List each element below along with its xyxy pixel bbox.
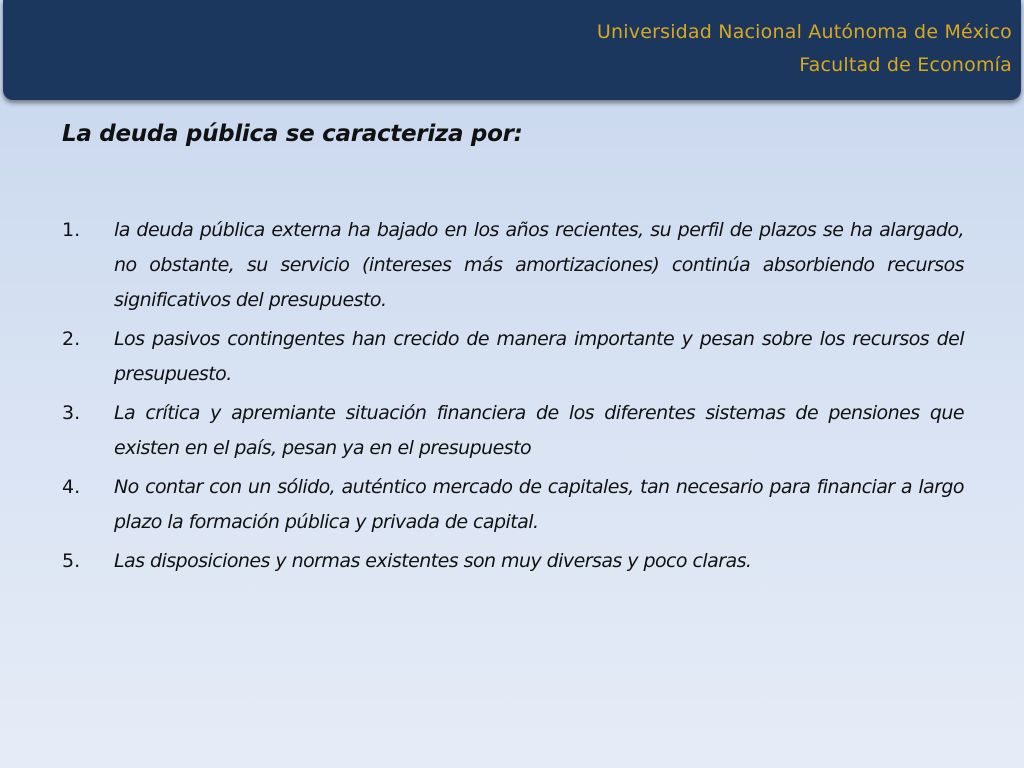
- list-item-text: La crítica y apremiante situación financiera de los diferentes sistemas de pensiones que existen en el país, pesan ya en el presupuesto: [114, 402, 964, 459]
- list-item-number: 1.: [62, 219, 81, 241]
- faculty-name: Facultad de Economía: [799, 54, 1012, 76]
- list-item-text: No contar con un sólido, auténtico mercado de capitales, tan necesario para financiar a largo plazo la formación pública y privada de capital.: [114, 476, 964, 533]
- list-item-number: 4.: [62, 476, 81, 498]
- list-item-text: la deuda pública externa ha bajado en los años recientes, su perfil de plazos se ha alargado, no obstante, su servicio (intereses más amortizaciones) continúa absorbiendo recursos significativos del presupuesto.: [114, 219, 964, 311]
- numbered-list: [62, 213, 964, 583]
- list-item-number: 2.: [62, 328, 81, 350]
- list-item-number: 5.: [62, 550, 81, 572]
- list-item-text: Las disposiciones y normas existentes son muy diversas y poco claras.: [114, 550, 752, 572]
- university-name: Universidad Nacional Autónoma de México: [596, 21, 1012, 43]
- list-item-number: 3.: [62, 402, 81, 424]
- list-item: [62, 213, 964, 318]
- list-item: [62, 396, 964, 466]
- list-item: [62, 544, 964, 579]
- list-item: [62, 470, 964, 540]
- institution-header: [597, 16, 1012, 82]
- slide-title: La deuda pública se caracteriza por:: [62, 121, 523, 147]
- list-item-text: Los pasivos contingentes han crecido de manera importante y pesan sobre los recursos del presupuesto.: [114, 328, 964, 385]
- list-item: [62, 322, 964, 392]
- header-band: [3, 0, 1021, 100]
